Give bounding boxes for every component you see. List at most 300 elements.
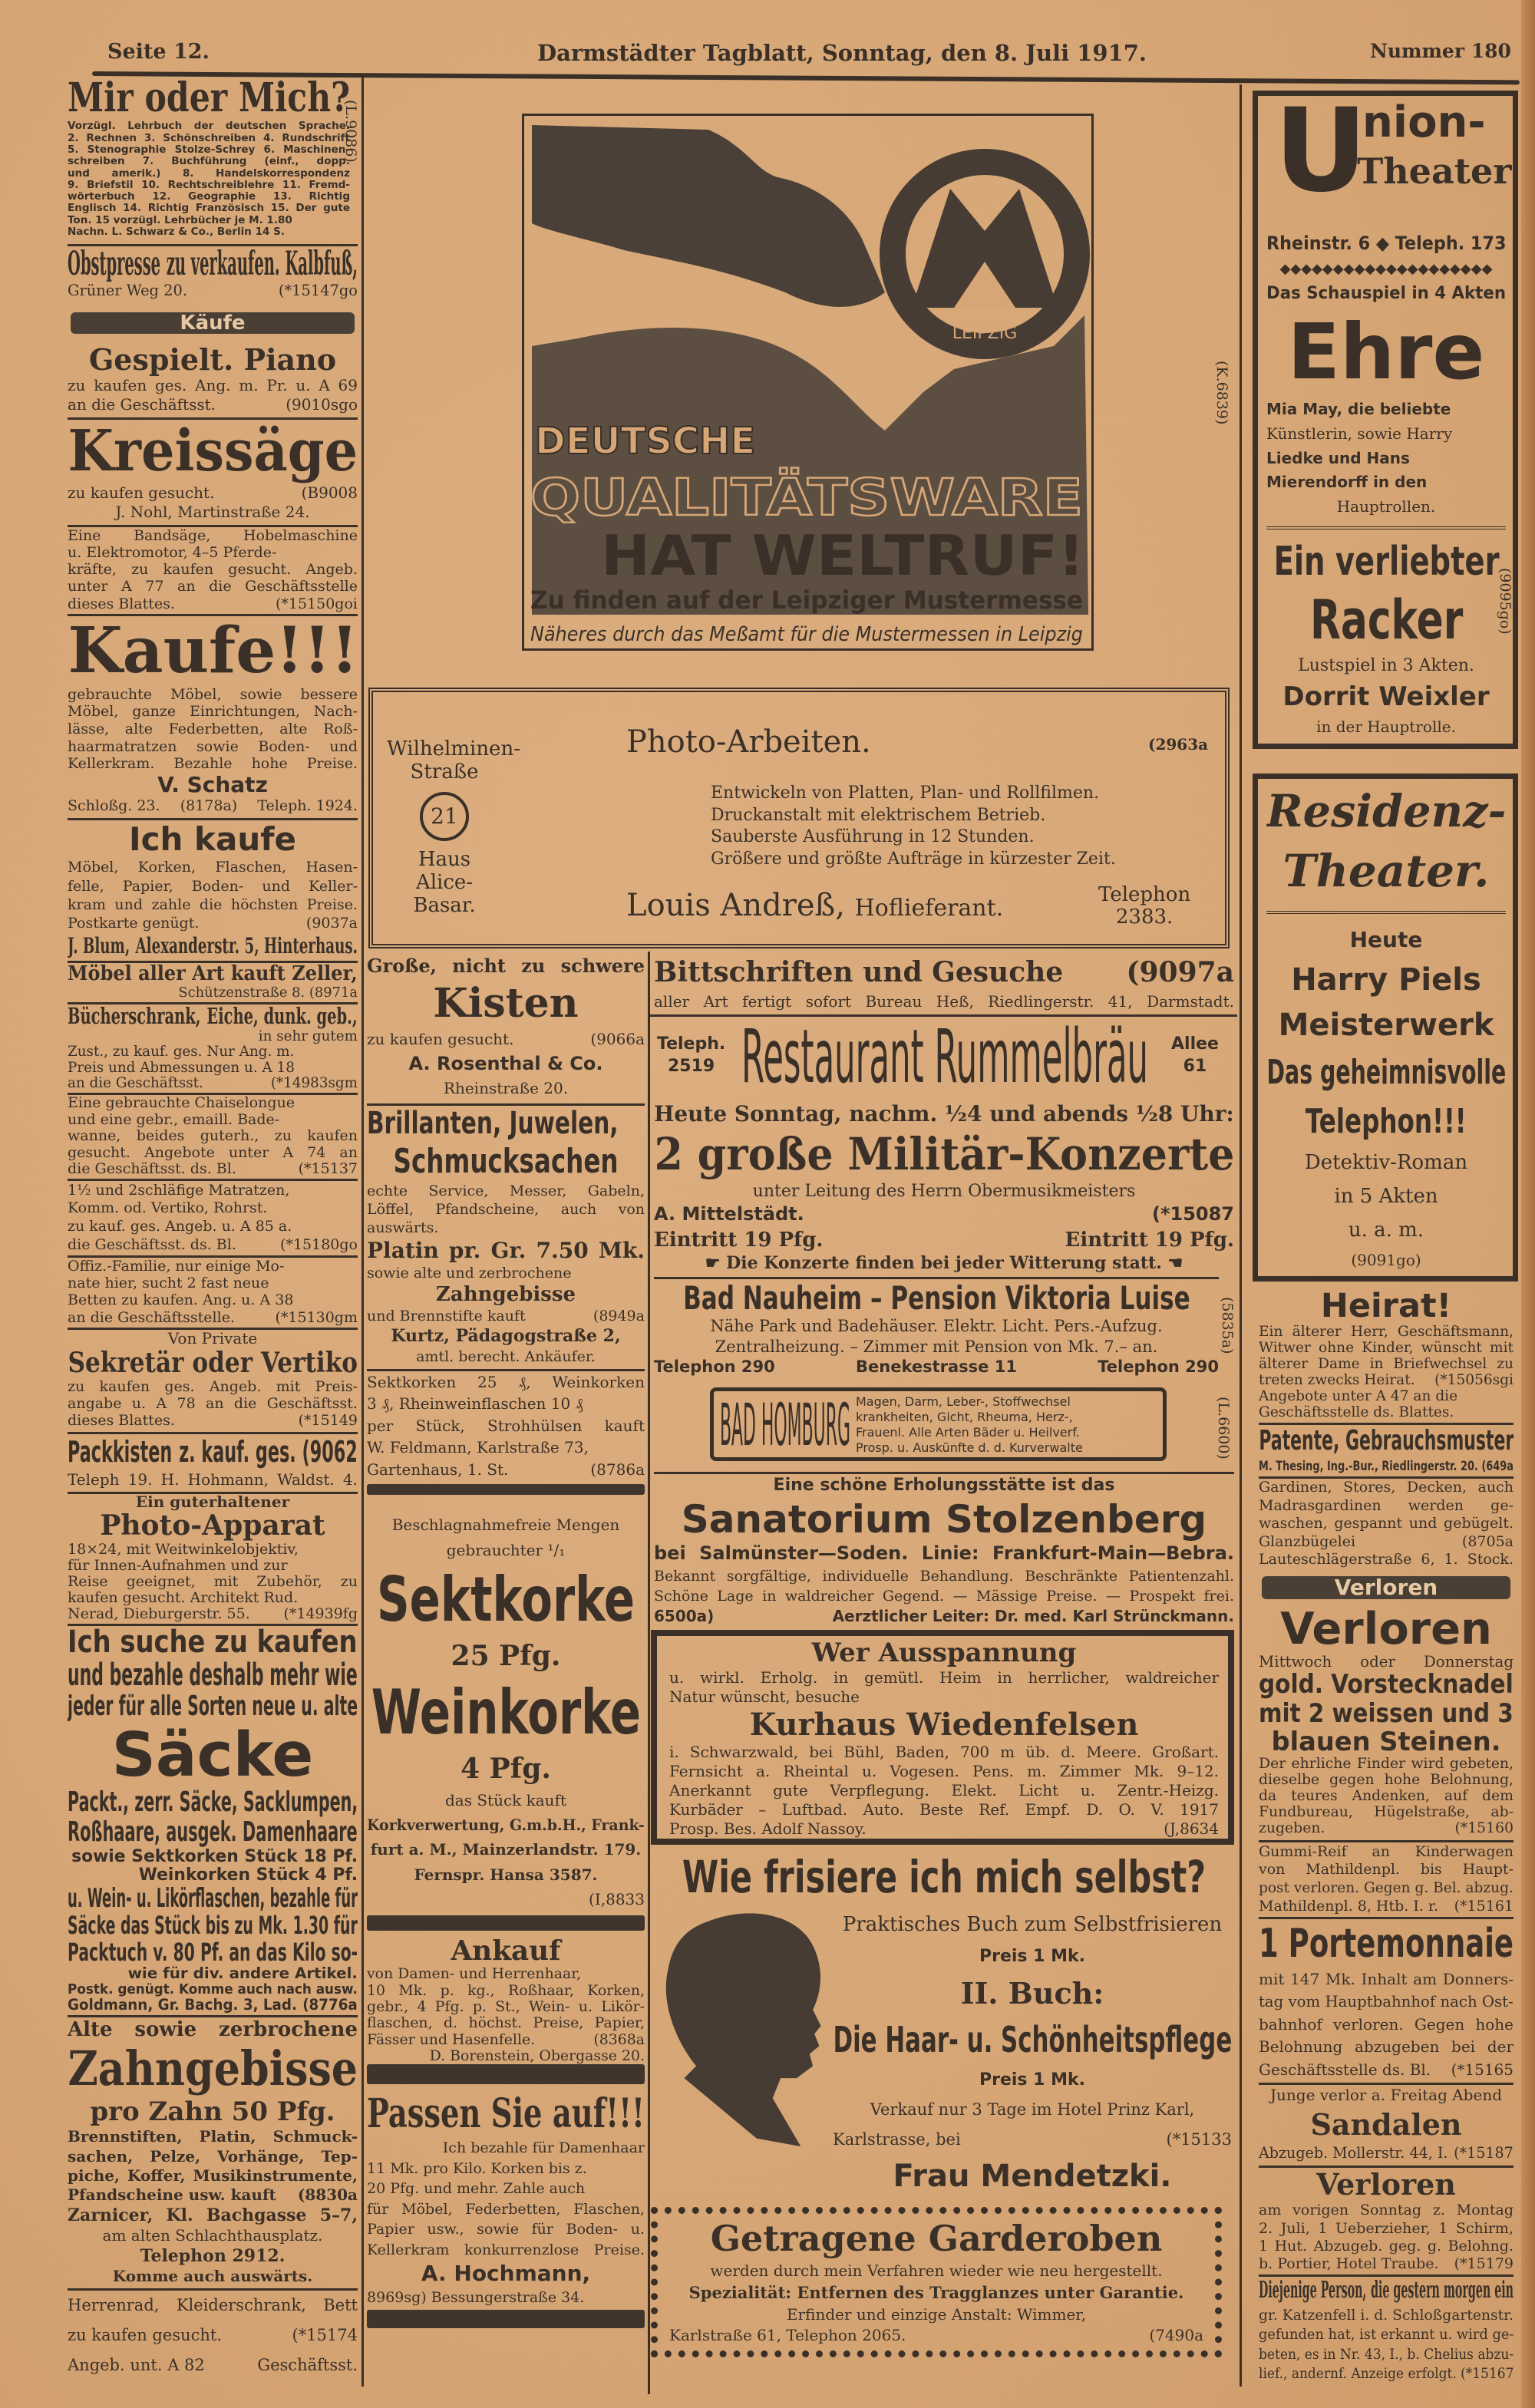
ad-line-text — [68, 963, 358, 985]
ad-text: A. Rosenthal & Co. — [408, 1053, 603, 1075]
ad-line-text — [68, 1004, 358, 1028]
ad-text: Vorzügl. Lehrbuch der deutschen Sprache. — [68, 120, 350, 133]
ad-text: Sanatorium Stolzenberg — [681, 1496, 1207, 1542]
ad-line-segment: (B9008 — [301, 483, 358, 502]
ad-line — [68, 1396, 358, 1412]
ad-text: älterer Dame in Briefwechsel zu — [1259, 1356, 1514, 1373]
ad-text: schreiben 7. Buchführung (einf., dopp. — [68, 155, 350, 168]
ad-line — [669, 1744, 1219, 1761]
ad-line-text — [1259, 1534, 1514, 1550]
ad-text: II. Buch: — [960, 1975, 1104, 2011]
ad-line — [68, 545, 358, 561]
ad-union — [1266, 230, 1506, 740]
ad-line — [669, 1780, 1219, 1799]
ad-line-text — [1266, 450, 1410, 467]
ad-line — [68, 704, 358, 720]
ad-line-text — [68, 1112, 279, 1128]
homburg-line: Magen, Darm, Leber-, Stoffwechsel — [856, 1394, 1071, 1409]
ad-line — [68, 1719, 358, 1791]
ad-text: Löffel, Pfandscheine, auch von — [367, 1200, 645, 1218]
ad-line — [68, 180, 350, 191]
ad-line — [669, 1763, 1219, 1780]
ad-line-text — [430, 2048, 645, 2063]
ad-line-text — [393, 1143, 618, 1180]
ad-line-segment: (9066a — [590, 1030, 645, 1049]
ad-line — [367, 2090, 645, 2137]
ad-line — [367, 2140, 645, 2156]
ad-moebel — [68, 961, 358, 1001]
ad-line — [833, 2131, 1232, 2149]
ad-text: in sehr gutem — [258, 1028, 358, 1045]
ad-line — [1259, 2238, 1514, 2255]
ad-brillanten — [367, 1103, 645, 1366]
ad-line-text — [710, 1318, 1162, 1335]
ad-line-text — [669, 1667, 1219, 1687]
ad-line — [1259, 1479, 1514, 1496]
woman-silhouette-illustration — [660, 1903, 829, 2149]
ad-text: Heirat! — [1320, 1288, 1452, 1325]
ad-line — [833, 1948, 1232, 1966]
ad-line-segment: (*15056sgi — [1434, 1372, 1514, 1389]
ad-line-text — [68, 226, 285, 238]
ad-text: 1 Hut. Abzugeb. geg. g. Belohng. — [1259, 2237, 1514, 2255]
ad-line-text — [68, 1574, 358, 1590]
ad-text: an die Geschäftsst. — [68, 1074, 203, 1091]
ad-line-text — [68, 932, 358, 958]
ad-line-segment: (*15130gm — [275, 1308, 358, 1326]
ad-line-text — [68, 1997, 358, 2013]
ad-line — [1266, 262, 1506, 276]
ad-line — [68, 687, 358, 703]
ad-text: jeder für alle Sorten neue u. alte — [68, 1691, 358, 1723]
ad-text: Kisten — [433, 980, 579, 1028]
ad-text: Photo-Apparat — [100, 1509, 325, 1542]
ad-line-text — [1259, 2238, 1514, 2255]
ad-text: Käufe — [180, 311, 246, 335]
ad-line — [68, 191, 350, 203]
ad-line-text — [705, 1255, 1183, 1273]
ad-text: Mierendorff in den — [1266, 473, 1428, 492]
ad-line — [654, 955, 1234, 988]
ad-line — [68, 1183, 358, 1199]
ad-line-text — [1334, 1186, 1438, 1207]
ad-line — [669, 2304, 1203, 2324]
ad-line-text — [589, 1889, 645, 1908]
ad-line — [68, 2245, 358, 2266]
ad-line — [654, 1318, 1219, 1335]
ad-gummi — [1259, 1840, 1514, 1915]
homburg-name: BAD HOMBURG — [720, 1390, 850, 1459]
ad-line — [68, 1258, 358, 1275]
ad-text: wie für div. andere Artikel. — [127, 1964, 358, 1983]
ad-text: Rheinstr. 6 ◆ Teleph. 173 — [1266, 233, 1506, 255]
ad-text: Fässer und Hasenfelle. — [367, 2030, 536, 2048]
ad-text: treten zwecks Heirat. — [1259, 1372, 1415, 1389]
ad-line — [68, 798, 358, 814]
ad-line — [1266, 657, 1506, 675]
ad-text: Platin pr. Gr. 7.50 Mk. — [367, 1237, 645, 1263]
ad-line-text — [1287, 306, 1485, 397]
ad-text: pro Zahn 50 Pfg. — [90, 2096, 335, 2127]
ad-text: Der ehrliche Finder wird gebeten, — [1259, 1755, 1514, 1772]
ad-code: (5835a) — [1219, 1297, 1236, 1354]
ad-text: Komme auch auswärts. — [112, 2267, 313, 2286]
ad-line-segment: (*15149 — [298, 1411, 358, 1429]
ad-line-text — [654, 1544, 1234, 1564]
ad-line — [367, 1308, 645, 1324]
ad-text: W. Feldmann, Karlstraße 73, — [367, 1438, 589, 1457]
ad-text: amtl. berecht. Ankäufer. — [416, 1347, 596, 1365]
ad-text: an die Geschäftsst. — [68, 394, 216, 414]
ad-line — [1259, 1862, 1514, 1878]
ad-line-text — [68, 1348, 358, 1378]
ad-text: Ich bezahle für Damenhaar — [442, 2139, 645, 2157]
ad-line — [68, 1161, 358, 1177]
ad-kisten — [367, 953, 645, 1100]
ad-text: u. Wein- u. Likörflaschen, bezahle für — [68, 1882, 358, 1913]
ad-text: Kurtz, Pädagogstraße 2, — [391, 1325, 621, 1346]
ad-text: Bittschriften und Gesuche — [654, 955, 1064, 988]
ad-line — [68, 2207, 358, 2225]
ad-text: und eine gebr., emaill. Bade- — [68, 1110, 280, 1128]
ad-text: Verloren — [1316, 2167, 1456, 2202]
ad-line-text — [68, 2327, 358, 2344]
ad-line-text — [786, 2304, 1087, 2324]
ad-line — [68, 1882, 358, 1913]
ad-line — [1259, 1516, 1514, 1532]
ad-obst — [68, 244, 358, 299]
ad-line — [669, 1799, 1219, 1819]
ad-text: Sandalen — [1310, 2106, 1462, 2142]
ad-line — [1259, 1805, 1514, 1820]
owner-name: Louis Andreß, — [626, 888, 845, 923]
leipzig-headline-2: QUALITÄTSWARE — [530, 468, 1007, 527]
ad-bitt — [654, 955, 1234, 1013]
ad-line-text — [409, 1054, 603, 1074]
ad-line — [654, 1608, 1234, 1625]
ad-photo-arbeiten — [368, 688, 1230, 948]
ad-line-text — [1259, 1424, 1514, 1456]
ad-line-text — [710, 2263, 1162, 2280]
ad-line — [654, 1205, 1234, 1225]
ad-line-text — [1305, 1152, 1467, 1173]
ad-line-text — [367, 2222, 645, 2238]
ad-line-text — [68, 528, 358, 544]
ad-line — [68, 394, 358, 414]
ad-line — [68, 2168, 358, 2185]
ad-text: zugeben. — [1259, 1820, 1325, 1837]
ad-text: b. Portier, Hotel Traube. — [1259, 2255, 1439, 2273]
ad-text: post verloren. Gegen g. Bel. abzug. — [1259, 1879, 1514, 1897]
ad-line-text — [1259, 1516, 1514, 1532]
ad-line — [1259, 2256, 1514, 2272]
ad-line — [68, 2327, 358, 2344]
ad-line-text — [367, 2090, 645, 2137]
ad-line-text — [111, 1719, 314, 1791]
ad-text: Harry Piels — [1291, 962, 1481, 998]
ad-line-text — [68, 1939, 358, 1965]
ad-line-text — [68, 1061, 295, 1076]
ad-line-text — [68, 879, 358, 895]
ad-nauheim — [654, 1277, 1219, 1377]
ad-text: Diejenige Person, — [1259, 2277, 1367, 2304]
ad-code: (9095go) — [1497, 568, 1514, 635]
ad-text: Eine gebrauchte Chaiselongue — [68, 1094, 295, 1112]
ad-line — [367, 1564, 645, 1636]
ad-line-segment: (8705a — [1461, 1532, 1514, 1550]
ad-line-text — [68, 203, 350, 214]
ad-line — [654, 1568, 1234, 1585]
ad-line — [68, 2098, 358, 2126]
ad-line — [1259, 2087, 1514, 2104]
ad-line — [1259, 2202, 1514, 2218]
ad-line-text — [68, 1200, 267, 1216]
ad-line — [68, 246, 358, 282]
ad-text: Eine schöne Erholungsstätte ist das — [773, 1475, 1115, 1495]
ad-text: Belohnung abzugeben bei der — [1259, 2037, 1514, 2057]
ad-line-segment: zu verkaufen. Kalbfuß, — [166, 245, 358, 284]
ad-line-text — [367, 2181, 585, 2197]
ad-verloren1 — [1259, 1605, 1514, 1837]
ad-line-text — [68, 1076, 358, 1091]
ad-line-text — [68, 1818, 358, 1848]
ad-line-text — [444, 1080, 568, 1097]
ad-line — [68, 226, 350, 238]
ad-line — [367, 2202, 645, 2218]
ad-line-text — [68, 859, 358, 876]
ad-line-text — [367, 1202, 645, 1218]
ad-line-text — [113, 2268, 312, 2285]
ad-text: die Geschäftsst. ds. Bl. — [68, 1160, 236, 1177]
ad-text: gebrauchte Möbel, sowie bessere — [68, 685, 358, 703]
ad-line — [1259, 1405, 1514, 1420]
ad-text: Heute — [1349, 927, 1423, 953]
ad-text: Von Private — [167, 1328, 258, 1347]
ad-line-segment: Teleph. 1924. — [257, 797, 358, 815]
ad-text: 20 Pfg. und mehr. Zahle auch — [367, 2180, 586, 2198]
ad-line — [367, 1054, 645, 1074]
ad-line-text — [654, 1358, 1219, 1376]
ad-text: 2. Juli, 1 Ueberzieher, 1 Schirm, — [1259, 2219, 1514, 2237]
ad-line — [68, 133, 350, 144]
ad-text: Gespielt. Piano — [88, 342, 337, 377]
ad-text: in der Hauptrolle. — [1316, 717, 1456, 737]
ad-line-text — [367, 1265, 571, 1282]
ad-line-segment: (8368a — [593, 2030, 645, 2048]
ad-line-text — [68, 77, 350, 120]
ad-line — [1259, 1671, 1514, 1698]
ad-line — [68, 120, 350, 132]
ad-line — [1266, 234, 1506, 254]
photo-owner — [626, 888, 1003, 923]
photo-street: Wilhelminen- — [387, 737, 520, 760]
ad-text: Kaufe!!! — [68, 614, 358, 688]
ad-line — [1259, 2278, 1514, 2303]
service-line: Größere und größte Aufträge in kürzester Zeit. — [711, 849, 1116, 869]
ad-line-text — [1259, 1324, 1514, 1340]
ad-line-text — [1280, 262, 1493, 276]
homburg-line: Prosp. u. Auskünfte d. d. Kurverwalte — [856, 1440, 1083, 1455]
ad-line-text — [669, 1799, 1219, 1819]
ad-line — [68, 1590, 358, 1606]
ad-line — [367, 1641, 645, 1671]
ad-line-text — [367, 956, 645, 976]
ad-line-text — [1280, 1605, 1492, 1653]
ad-line-text — [68, 2357, 358, 2374]
ad-line — [1259, 1898, 1514, 1915]
ad-line — [1266, 499, 1506, 516]
ad-line — [367, 2222, 645, 2238]
ad-line-text — [1273, 539, 1500, 586]
ad-line — [68, 822, 358, 856]
ad-line-segment: Telephon 290 — [1098, 1357, 1219, 1376]
ad-line-text — [689, 2284, 1184, 2302]
ad-line-text — [68, 579, 358, 595]
ad-line — [654, 1100, 1234, 1126]
ad-line — [68, 1997, 358, 2013]
ad-line-segment: Benekestrasse 11 — [856, 1357, 1017, 1376]
ad-text: Englisch 14. Richtig Französisch 15. Der gute — [68, 202, 350, 215]
ad-text: 4 Pfg. — [460, 1752, 551, 1785]
ad-line-text — [68, 1310, 358, 1326]
ad-line — [367, 1325, 645, 1346]
rummel-telephone — [657, 1034, 725, 1077]
ad-line-segment: (*15165 — [1451, 2060, 1514, 2079]
ad-line — [1259, 2106, 1514, 2142]
ad-line-text — [1259, 2221, 1514, 2237]
ad-text: Herrenrad, Kleiderschrank, Bett — [68, 2296, 358, 2315]
ad-line — [1266, 964, 1506, 997]
ad-text: Theater. — [1282, 845, 1490, 898]
column-rule — [1240, 84, 1242, 2387]
ad-line-text — [1270, 2087, 1502, 2104]
ad-text: waschen, gespannt und gebügelt. — [1259, 1515, 1514, 1532]
ad-line — [367, 2161, 645, 2177]
ad-line-segment: (8830a — [297, 2185, 358, 2205]
ad-line-text — [669, 1821, 1219, 1838]
ad-line — [1259, 2169, 1514, 2200]
ad-text: Die Haar- u. Schönheitspflege — [833, 2018, 1232, 2060]
ad-line — [1266, 683, 1506, 711]
photo-services — [711, 783, 1116, 870]
ad-line-text — [139, 1866, 358, 1885]
ad-text: Korkverwertung, G.m.b.H., Frank- — [367, 1815, 645, 1834]
ad-line — [68, 1511, 358, 1541]
ad-line — [1259, 1773, 1514, 1788]
ad-text: beten, es in Nr. 43, I., b. Chelius abzu- — [1259, 2345, 1514, 2363]
ad-text: u. a. m. — [1348, 1218, 1424, 1242]
ad-photoapp — [68, 1492, 358, 1622]
ad-line — [1259, 2327, 1514, 2343]
ad-line-text — [115, 504, 309, 521]
ad-line-text — [68, 375, 358, 394]
ad-text: wörterbuch 12. Geographie 13. Richtig — [68, 190, 350, 203]
ad-text: felle, Papier, Boden- und Keller- — [68, 877, 358, 895]
ad-text: aller Art fertigt sofort Bureau Heß, Riedlingerstr. 41, Darmstadt. — [654, 991, 1234, 1011]
ad-line — [367, 1983, 645, 1998]
address-number: 61 — [1183, 1056, 1207, 1076]
ad-porte — [1259, 1917, 1514, 2081]
ad-text: dieses Blattes. — [68, 1411, 175, 1429]
ad-line — [68, 1044, 358, 1060]
ad-line-text — [654, 1205, 1234, 1225]
ad-text: Schmucksachen — [393, 1142, 619, 1182]
homburg-name-wrap — [720, 1390, 850, 1459]
ad-line — [1259, 1757, 1514, 1772]
ad-text: angabe u. A 78 an die Geschäftsst. — [68, 1394, 358, 1412]
ad-line-text — [1271, 1728, 1500, 1756]
ad-line-text — [68, 394, 358, 414]
ad-line — [68, 1061, 358, 1076]
ad-line — [833, 2071, 1232, 2090]
ad-line — [1259, 2014, 1514, 2034]
ad-text: J. Nohl, Martinstraße 24. — [115, 502, 310, 521]
ad-line — [68, 283, 358, 299]
ad-line — [1266, 588, 1506, 651]
ad-line-text — [68, 1882, 358, 1913]
ad-text: Telephon!!! — [1305, 1101, 1467, 1141]
ad-line-text — [669, 1763, 1219, 1780]
ad-line — [68, 859, 358, 876]
ad-line-text — [367, 1183, 645, 1199]
ad-line-text — [421, 2262, 590, 2285]
ad-text: Verkauf nur 3 Tage im Hotel Prinz Karl, — [870, 2100, 1195, 2119]
ad-text: Lustspiel in 3 Akten. — [1298, 656, 1474, 676]
ad-text: per Stück, Strohhülsen kauft — [367, 1416, 645, 1435]
ad-frisiere — [833, 1908, 1232, 2199]
ad-line — [68, 144, 350, 156]
ad-text: Ich kaufe — [129, 820, 296, 858]
ad-line — [68, 932, 358, 958]
ad-line — [654, 1229, 1234, 1251]
ad-line — [669, 1708, 1219, 1741]
ad-text: am alten Schlachthausplatz. — [102, 2226, 323, 2245]
ad-line — [68, 156, 350, 167]
ad-text: Künstlerin, sowie Harry — [1266, 424, 1453, 443]
ad-ankauf — [367, 1935, 645, 2064]
ad-line — [1259, 2366, 1514, 2382]
ad-line-text — [1259, 2278, 1514, 2303]
ad-line — [1266, 1103, 1506, 1140]
ad-line — [367, 1284, 645, 1305]
address-street: Allee — [1171, 1034, 1219, 1054]
ad-line — [1259, 1697, 1514, 1728]
ad-line-text — [68, 1183, 289, 1199]
ad-line — [68, 1982, 358, 1997]
ad-text: Residenz- — [1266, 784, 1506, 837]
ad-line-text — [90, 2098, 335, 2126]
ad-line-text — [1266, 234, 1506, 254]
ad-line-text — [68, 798, 358, 814]
ad-text: 25 Pfg. — [451, 1640, 561, 1673]
ad-text: Patente, Gebrauchsmuster — [1259, 1424, 1514, 1456]
ad-line — [367, 1374, 645, 1391]
ad-line-segment: (7490a — [1149, 2326, 1203, 2345]
ad-line-text — [1259, 1880, 1514, 1896]
ad-line-text — [68, 133, 350, 144]
leipzig-messe-illustration — [524, 116, 1091, 648]
ad-line — [367, 1790, 645, 1809]
ad-line — [1266, 450, 1506, 467]
ad-text: unter Leitung des Herrn Obermusikmeisters — [752, 1181, 1136, 1201]
ad-line — [68, 596, 358, 612]
ad-line — [669, 2220, 1203, 2258]
ad-text: zu kaufen gesucht. — [367, 1030, 514, 1049]
ad-diejenige — [1259, 2274, 1514, 2383]
ad-text: flaschen, d. höchst. Preise, Papier, — [367, 2014, 645, 2032]
ad-line-text — [68, 1692, 358, 1722]
ad-line-text — [812, 1639, 1077, 1667]
